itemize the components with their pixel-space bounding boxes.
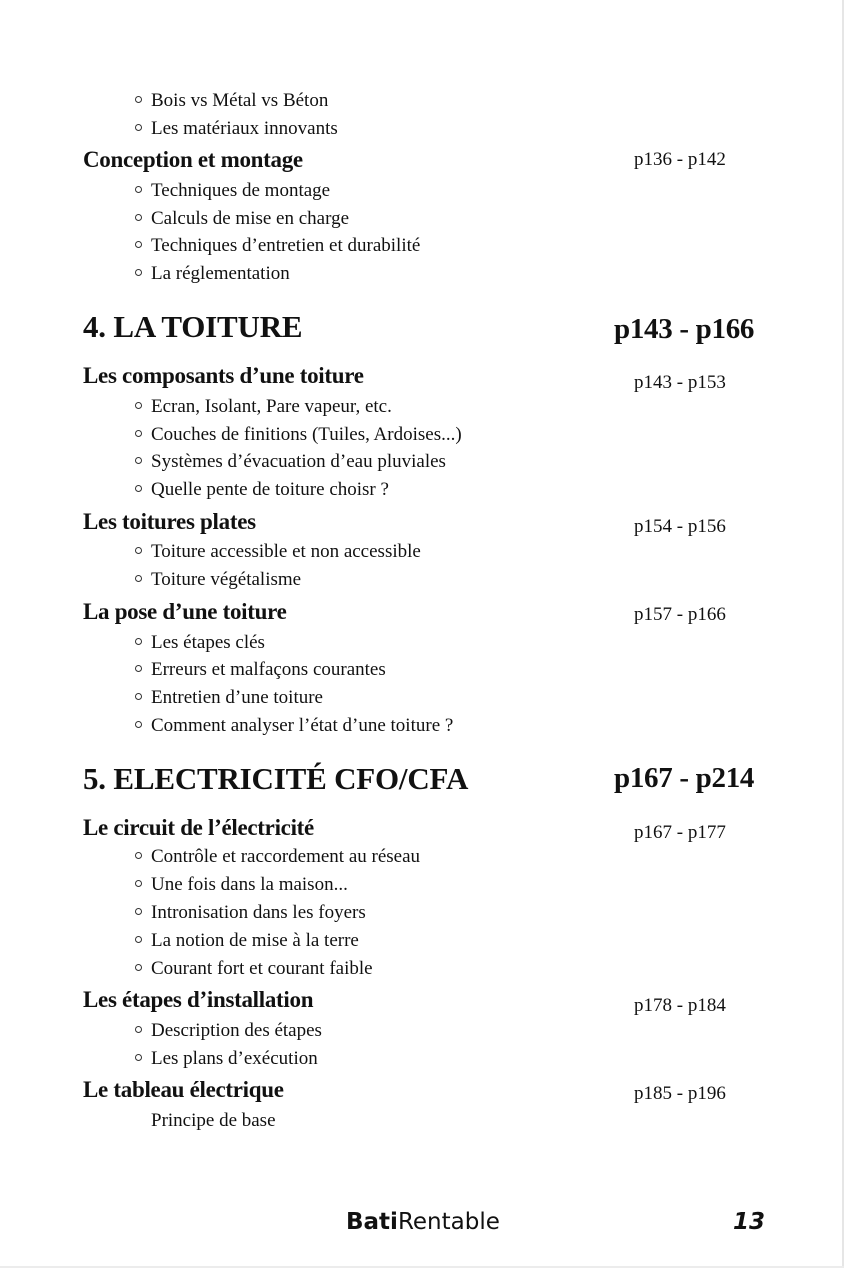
section-title: Les étapes d’installation [83,987,314,1012]
list-item: Les plans d’exécution [135,1047,318,1071]
bullet-icon [135,402,142,409]
chapter-pages: p167 - p214 [614,762,755,794]
section-title: Les composants d’une toiture [83,363,364,388]
list-item: Comment analyser l’état d’une toiture ? [135,714,453,738]
bullet-icon [135,936,142,943]
bullet-icon [135,485,142,492]
section-pages: p157 - p166 [634,604,726,625]
bullet-icon [135,96,142,103]
section-pages: p167 - p177 [634,822,726,843]
section-pages: p143 - p153 [634,372,726,393]
bullet-icon [135,721,142,728]
list-item: Principe de base [151,1110,276,1131]
section-pages: p178 - p184 [634,995,726,1016]
bullet-icon [135,693,142,700]
bullet-icon [135,1026,142,1033]
chapter-pages: p143 - p166 [614,313,755,345]
list-item: Calculs de mise en charge [135,207,349,231]
bullet-icon [135,964,142,971]
list-item: Entretien d’une toiture [135,686,323,710]
bullet-icon [135,638,142,645]
section-title: Le circuit de l’électricité [83,815,314,840]
list-item: Les étapes clés [135,631,265,655]
section-title: La pose d’une toiture [83,599,287,624]
section-title: Le tableau électrique [83,1077,284,1102]
list-item: Les matériaux innovants [135,117,338,141]
section-pages: p185 - p196 [634,1083,726,1104]
list-item: Une fois dans la maison... [135,873,348,897]
list-item: Toiture accessible et non accessible [135,540,421,564]
brand-logo: BatiRentable [346,1209,500,1235]
section-pages: p136 - p142 [634,149,726,170]
bullet-icon [135,665,142,672]
list-item: Erreurs et malfaçons courantes [135,658,386,682]
bullet-icon [135,124,142,131]
list-item: Intronisation dans les foyers [135,901,366,925]
bullet-icon [135,1054,142,1061]
list-item: La notion de mise à la terre [135,929,359,953]
list-item: Contrôle et raccordement au réseau [135,845,420,869]
bullet-icon [135,547,142,554]
list-item: Techniques d’entretien et durabilité [135,234,420,258]
bullet-icon [135,430,142,437]
section-title: Conception et montage [83,147,303,172]
bullet-icon [135,852,142,859]
bullet-icon [135,908,142,915]
list-item: Ecran, Isolant, Pare vapeur, etc. [135,395,392,419]
page-number: 13 [733,1209,766,1235]
bullet-icon [135,269,142,276]
list-item: Techniques de montage [135,179,330,203]
list-item: Courant fort et courant faible [135,957,373,981]
chapter-title: 4. LA TOITURE [83,309,303,344]
list-item: Systèmes d’évacuation d’eau pluviales [135,450,446,474]
list-item: La réglementation [135,262,290,286]
list-item: Couches de finitions (Tuiles, Ardoises...) [135,423,462,447]
bullet-icon [135,575,142,582]
bullet-icon [135,880,142,887]
list-item: Quelle pente de toiture choisr ? [135,478,389,502]
bullet-icon [135,214,142,221]
list-item: Bois vs Métal vs Béton [135,89,328,113]
list-item: Toiture végétalisme [135,568,301,592]
chapter-title: 5. ELECTRICITÉ CFO/CFA [83,761,469,796]
list-item: Description des étapes [135,1019,322,1043]
bullet-icon [135,457,142,464]
bullet-icon [135,241,142,248]
section-title: Les toitures plates [83,509,256,534]
bullet-icon [135,186,142,193]
section-pages: p154 - p156 [634,516,726,537]
